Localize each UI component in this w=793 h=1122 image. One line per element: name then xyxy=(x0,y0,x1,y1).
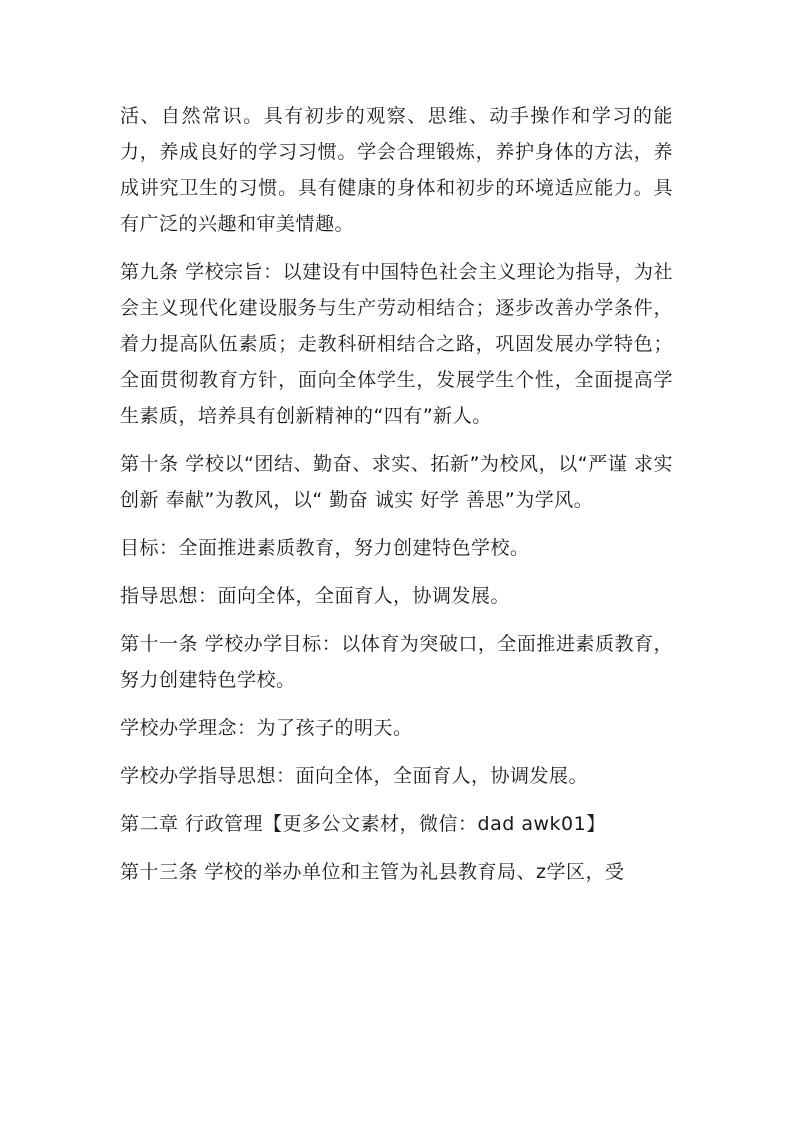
paragraph-article-9: 第九条 学校宗旨：以建设有中国特色社会主义理论为指导，为社会主义现代化建设服务与生产劳动相结合；逐步改善办学条件，着力提高队伍素质；走教科研相结合之路，巩固发展办学特色；全面贯彻教育方针，面向全体学生，发展学生个性，全面提高学生素质，培养具有创新精神的“四有”新人。 xyxy=(120,261,673,427)
paragraph-article-10: 第十条 学校以“团结、勤奋、求实、拓新”为校风，以“严谨 求实 创新 奉献”为教风，以“ 勤奋 诚实 好学 善思”为学风。 xyxy=(120,453,673,511)
chapter-2-heading: 第二章 行政管理【更多公文素材，微信：dad awk01】 xyxy=(120,813,606,835)
paragraph-article-11: 第十一条 学校办学目标：以体育为突破口，全面推进素质教育，努力创建特色学校。 xyxy=(120,633,673,691)
paragraph-goal: 目标：全面推进素质教育，努力创建特色学校。 xyxy=(120,537,530,559)
paragraph-school-guiding-thought: 学校办学指导思想：面向全体，全面育人，协调发展。 xyxy=(120,765,589,787)
paragraph-guiding-thought: 指导思想：面向全体，全面育人，协调发展。 xyxy=(120,585,511,607)
document-body xyxy=(120,98,673,902)
paragraph-school-philosophy: 学校办学理念：为了孩子的明天。 xyxy=(120,717,413,739)
paragraph-continuation: 活、自然常识。具有初步的观察、思维、动手操作和学习的能力，养成良好的学习习惯。学会合理锻炼，养护身体的方法，养成讲究卫生的习惯。具有健康的身体和初步的环境适应能力。具有广泛的兴趣和审美情趣。 xyxy=(120,105,673,235)
paragraph-article-13: 第十三条 学校的举办单位和主管为礼县教育局、z学区，受 xyxy=(120,861,625,883)
